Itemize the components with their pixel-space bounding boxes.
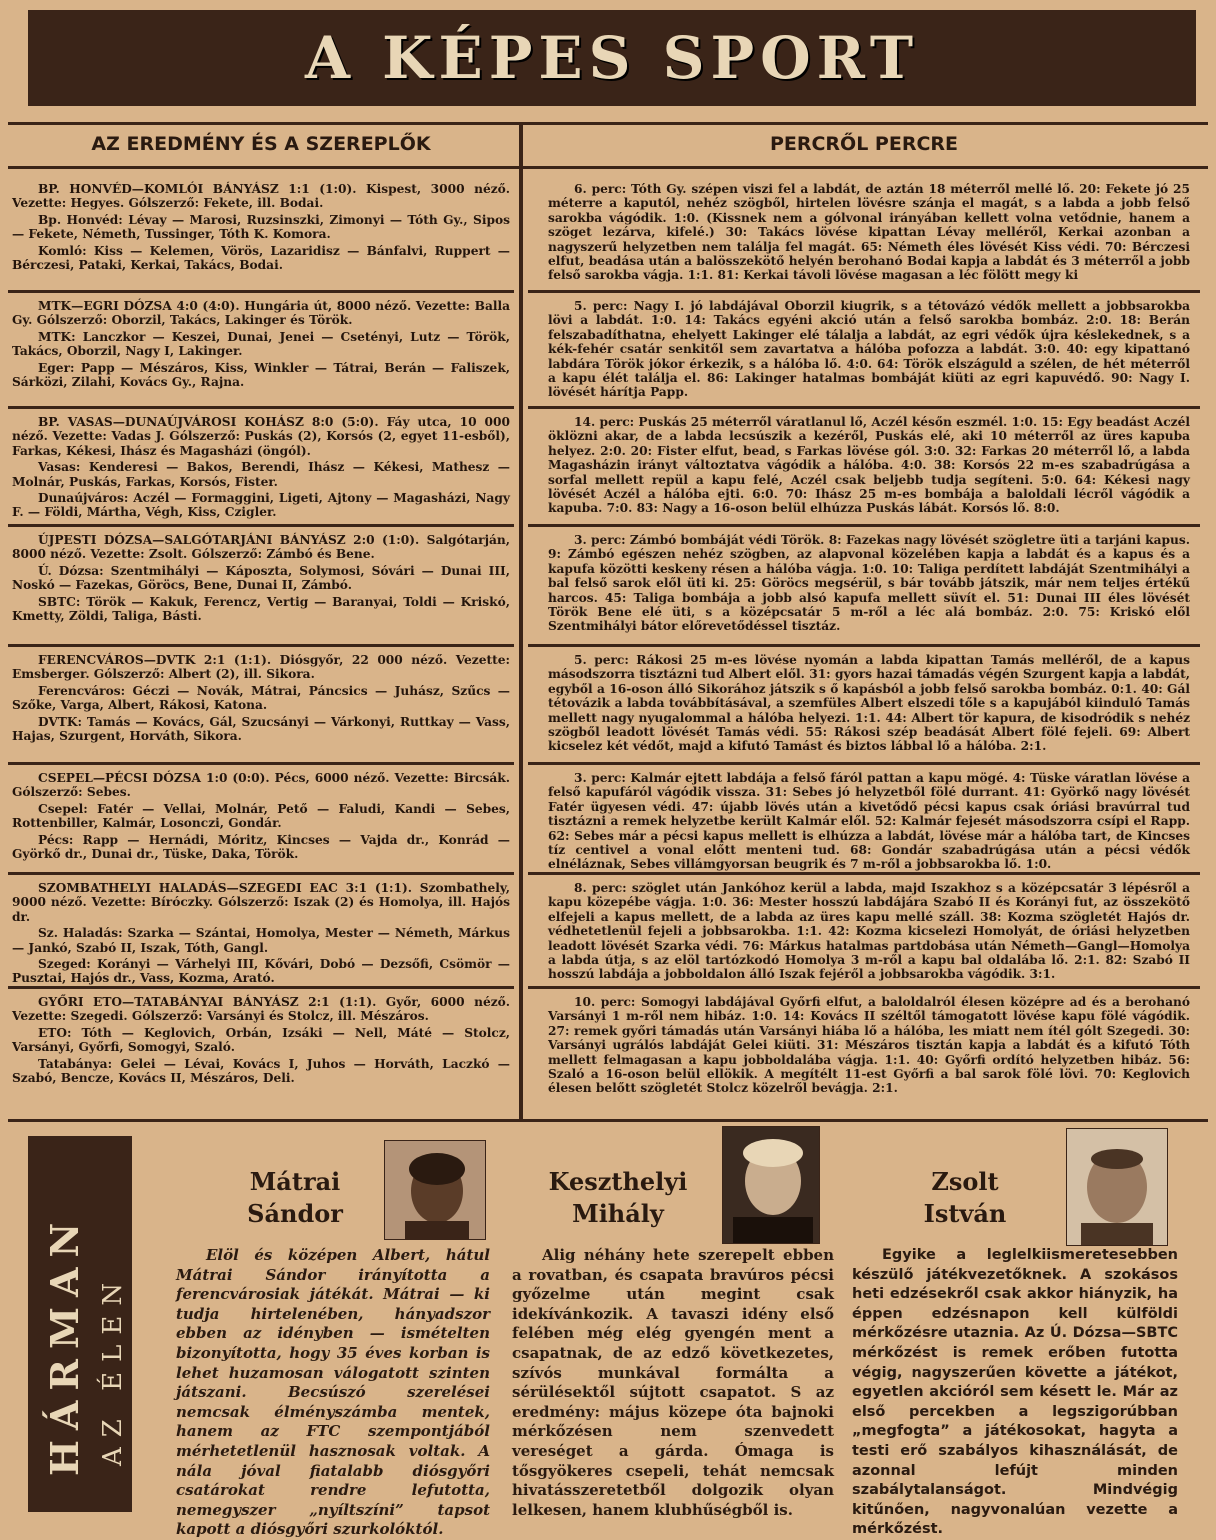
header-rule <box>8 166 1208 169</box>
result-block-3 <box>8 409 514 527</box>
portrait-photo <box>384 1140 486 1240</box>
profile-name <box>528 1166 708 1230</box>
team-lineup: Ferencváros: Géczi — Novák, Mátrai, Páncsics — Juhász, Szűcs — Szőke, Varga, Albert, Rákosi, Katona. <box>12 683 510 713</box>
profile-name-line: István <box>923 1199 1007 1228</box>
profile-name-line: Mihály <box>572 1199 664 1228</box>
match-result-line: GYŐRI ETO—TATABÁNYAI BÁNYÁSZ 2:1 (1:1). Győr, 6000 néző. Vezette: Szegedi. Gólszerző: Varsányi és Stolcz, ill. Mészáros. <box>12 995 510 1024</box>
match-minutes-text: 14. perc: Puskás 25 méterről váratlanul lő, Aczél későn eszmél. 1:0. 15: Egy beadást Aczél öklözni akar, de a labda lecsúszik a kezéről, Puskás elé, aki 10 méterről az üres kapuba helyez. 2:0. 20: Fister elfut, bead, s Farkas lövése gól. 3:0. 32: Farkas 20 méterről lő, a labda Magasházin irányt változtatva vágódik a hálóba. 4:0. 38: Korsós 22 m-es szabadrúgása a sorfal mellett repül a kapu felé, Aczél csak beljebb tudja segíteni. 5:0. 64: Kékesi nagy lövését Aczél a hálóba ejti. 6:0. 70: Ihász 25 m-es bombája a baloldali lécről vágódik a kapuba. 7:0. 83: Nagy a 16-oson belül elhúzza Puskás lábát. Korsós lő. 8:0. <box>548 415 1190 516</box>
match-result-line: CSEPEL—PÉCSI DÓZSA 1:0 (0:0). Pécs, 6000 néző. Vezette: Bircsák. Gólszerző: Sebes. <box>12 771 510 800</box>
team-lineup: Vasas: Kenderesi — Bakos, Berendi, Ihász — Kékesi, Mathesz — Molnár, Puskás, Farkas, Korsós, Fister. <box>12 460 510 489</box>
result-block-8 <box>8 989 514 1119</box>
profile-paragraph: Elöl és középen Albert, hátul Mátrai Sándor irányította a ferencvárosiak játékát. Mátrai — ki tudja hirtelenében, hányadszor ebben az idényben — ismételten bizonyította, hogy 35 éves korban is lehet huzamosan válogatott szinten játszani. Becsúszó szerelései nemcsak élményszámba mentek, hanem az FTC szempontjából mérhetetlenül hasznosak voltak. A nála jóval fiatalabb diósgyőri csatárokat rendre lefutotta, nemegyszer „nyíltszíni” tapsot kapott a diósgyőri szurkolóktól. <box>176 1246 490 1539</box>
team-lineup: MTK: Lanczkor — Keszei, Dunai, Jenei — Csetényi, Lutz — Török, Takács, Oborzil, Nagy I, Lakinger. <box>12 329 510 359</box>
profile-text <box>512 1246 834 1520</box>
masthead <box>28 10 1196 106</box>
minutes-block-1 <box>528 176 1200 293</box>
profile-name-line: Mátrai <box>249 1167 341 1196</box>
profile-name-line: Zsolt <box>931 1167 999 1196</box>
match-minutes-text: 10. perc: Somogyi labdájával Győrfi elfut, a baloldalról élesen középre ad és a berohanó Varsányi 1 m-ről nem hibáz. 1:0. 14: Kovács II széltől támogatott lövése kapu fölé vágódik. 27: remek győri támadás után Varsányi hiába lő a hálóba, les miatt nem ítél gólt Szegedi. 30: Varsányi ugrálós labdáját Gelei kiüti. 31: Mészáros tisztán kapja a labdát és a kifutó Tóth mellett felmagasan a kapu jobboldalába vágja. 1:1. 40: Győrfi ordító helyzetben hibáz. 56: Szaló a 16-oson belül ellökik. A megítélt 11-est Győrfi a bal sarok fölé lövi. 70: Keglovich élesen belőtt szögletét Stolcz közelről bevágja. 2:1. <box>548 995 1190 1096</box>
profile-paragraph: Egyike a leglelkiismeretesebben készülő játékvezetőknek. A szokásos heti edzésekről csak akkor hiányzik, ha éppen edzésnapon kell külföldi mérkőzésre utaznia. Az Ú. Dózsa—SBTC mérkőzést is remek erőben futotta végig, nagyszerűen követte a játékot, egyetlen akcióról sem késett le. Már az első percekben a legszigorúbban „megfogta” a játékosokat, hagyta a testi erő szabályos kihasználását, de azonnal lefújt minden szabálytalanságot. Mindvégig kitűnően, nagyvonalúan vezette a mérkőzést. <box>852 1247 1178 1538</box>
match-minutes-text: 3. perc: Zámbó bombáját védi Török. 8: Fazekas nagy lövését szögletre üti a tarjáni kapus. 9: Zámbó egészen nehéz szögben, az alapvonal közelében kapja a labdát és a kapus és a kapufa közötti keskeny résen a hálóba vágja. 1:0. 10: Taliga perdített labdáját Szentmihályi a bal felső sarok elől üti ki. 25: Göröcs megsérül, s bár tovább játszik, már nem teljes értékű harcos. 45: Taliga bombája a jobb alsó kapufa mellett süvít el. 51: Dunai III éles lövését Török Bene elé üti, s a középcsatár 5 m-ről a léc alá bombáz. 2:0. 75: Kriskó elől Szentmihályi bátor előrevetődéssel tisztáz. <box>548 533 1190 634</box>
profile-paragraph: Alig néhány hete szerepelt ebben a rovatban, és csapata bravúros pécsi győzelme után megint csak idekívánkozik. A tavaszi idény első felében még elég gyengén ment a csapatnak, de az edző következetes, szívós munkával formálta a sérülésektől sújtott csapatot. S az eredmény: május közepe óta bajnoki mérkőzésen nem szenvedett vereséget a gárda. Ómaga is tősgyökeres csepeli, tehát nemcsak hivatásszeretetből dolgozik olyan lelkesen, hanem klubhűségből is. <box>512 1246 834 1519</box>
column-divider <box>519 122 523 1122</box>
match-minutes-text: 5. perc: Rákosi 25 m-es lövése nyomán a labda kipattan Tamás melléről, de a kapus másodszorra tisztázni tud Albert elől. 31: gyors hazai támadás végén Szurgent kapja a labdát, egyből a 16-oson álló Sikorához játszik s ő kapásból a jobb felső sarokba bombáz. 0:1. 40: Gál tétovázik a labda továbbításával, a szemfüles Albert elszedi tőle s a kapujából kiinduló Tamás mellett nagy nyugalommal a hálóba helyezi. 1:1. 44: Albert tör kapura, de kisodródik s nehéz szögből leadott lövését Tamás védi. 55: Rákosi szép beadását Albert fölé fejeli. 69: Albert kicselez két védőt, majd a kifutó Tamást és biztos lábbal lő a hálóba. 2:1. <box>548 653 1190 754</box>
team-lineup: Eger: Papp — Mészáros, Kiss, Winkler — Tátrai, Berán — Faliszek, Sárközi, Zilahi, Kovács Gy., Rajna. <box>12 360 510 390</box>
minutes-block-7 <box>528 875 1200 989</box>
match-result-line: MTK—EGRI DÓZSA 4:0 (4:0). Hungária út, 8000 néző. Vezette: Balla Gy. Gólszerző: Oborzil, Takács, Lakinger és Török. <box>12 299 510 328</box>
match-result-line: ÚJPESTI DÓZSA—SALGÓTARJÁNI BÁNYÁSZ 2:0 (1:0). Salgótarján, 8000 néző. Vezette: Zsolt. Gólszerző: Zámbó és Bene. <box>12 533 510 562</box>
profile-name <box>210 1166 380 1230</box>
team-lineup: Csepel: Fatér — Vellai, Molnár, Pető — Faludi, Kandi — Sebes, Rottenbiller, Kalmár, Losonczi, Gondár. <box>12 801 510 831</box>
result-block-4 <box>8 527 514 647</box>
minutes-column <box>528 176 1200 1119</box>
profile-name-line: Sándor <box>247 1199 343 1228</box>
section-sidebar <box>28 1136 132 1512</box>
team-lineup: Komló: Kiss — Kelemen, Vörös, Lazaridisz — Bánfalvi, Ruppert — Bérczesi, Pataki, Kerkai, Takács, Bodai. <box>12 243 510 273</box>
match-minutes-text: 3. perc: Kalmár ejtett labdája a felső fáról pattan a kapu mögé. 4: Tüske váratlan lövése a felső kapufáról vágódik vissza. 31: Sebes jó helyzetből fölé durrant. 41: Györkő nagy lövését Fatér ügyesen védi. 47: újabb lövés után a kivetődő pécsi kapus csak óriási bravúrral tud tisztázni a remek helyzetbe került Kalmár elől. 52: Kalmár fejesét másodszorra csípi el Rapp. 62: Sebes már a pécsi kapus mellett is elhúzza a labdát, lövése már a hálóba tart, de Kincses tíz centivel a vonal előtt menteni tud. 68: Gondár szabadrúgása után a pécsi védők elnéláznak, Sebes villámgyorsan beugrik és 7 m-ről a jobbsarokba lő. 1:0. <box>548 771 1190 872</box>
team-lineup: Ú. Dózsa: Szentmihályi — Káposzta, Solymosi, Sóvári — Dunai III, Noskó — Fazekas, Göröcs, Bene, Dunai II, Zámbó. <box>12 563 510 593</box>
team-lineup: ETO: Tóth — Keglovich, Orbán, Izsáki — Nell, Máté — Stolcz, Varsányi, Győrfi, Somogyi, Szaló. <box>12 1025 510 1055</box>
result-block-5 <box>8 647 514 765</box>
match-minutes-text: 6. perc: Tóth Gy. szépen viszi fel a labdát, de aztán 18 méterről mellé lő. 20: Fekete jó 25 méterre a kaputól, nehéz szögből, hirtelen lövésre szánja el magát, s a labda a jobb felső sarokba vágódik. 1:0. (Kissnek nem a gólvonal irányában kellett volna vetődnie, hanem a szöget lezárva, kifelé.) 30: Takács lövése kipattan Lévay melléről, Kerkai azonban a nagyszerű helyzetben nem találja fel magát. 65: Németh éles lövését Kiss védi. 70: Bérczesi elfut, beadása után a balösszekötő helyén berohanó Bodai kapja a labdát és 3 méterről a jobb felső sarokba vágja. 1:1. 81: Kerkai távoli lövése magasan a léc fölött megy ki <box>548 182 1190 283</box>
result-block-6 <box>8 765 514 875</box>
minutes-block-2 <box>528 293 1200 409</box>
minutes-column-header: PERCRŐL PERCRE <box>769 133 959 155</box>
team-lineup: Tatabánya: Gelei — Lévai, Kovács I, Juhos — Horváth, Laczkó — Szabó, Bencze, Kovács II, Mészáros, Deli. <box>12 1056 510 1086</box>
result-block-2 <box>8 293 514 409</box>
profile-text <box>176 1246 490 1540</box>
sidebar-subtitle: AZ ÉLEN <box>98 1272 128 1466</box>
minutes-block-8 <box>528 989 1200 1119</box>
team-lineup: Bp. Honvéd: Lévay — Marosi, Ruzsinszki, Zimonyi — Tóth Gy., Sipos — Fekete, Németh, Tussinger, Tóth K. Komora. <box>12 212 510 242</box>
profile-name <box>880 1166 1050 1230</box>
team-lineup: Pécs: Rapp — Hernádi, Móritz, Kincses — Vajda dr., Konrád — Györkő dr., Dunai dr., Tüske, Daka, Török. <box>12 832 510 862</box>
match-result-line: SZOMBATHELYI HALADÁS—SZEGEDI EAC 3:1 (1:1). Szombathely, 9000 néző. Vezette: Bíróczky. Gólszerző: Iszak (2) és Homolya, ill. Hajós dr. <box>12 881 510 924</box>
minutes-block-4 <box>528 527 1200 647</box>
team-lineup: Szeged: Korányi — Várhelyi III, Kővári, Dobó — Dezsőfi, Csömör — Pusztai, Hajós dr., Vass, Kozma, Arató. <box>12 957 510 986</box>
team-lineup: SBTC: Török — Kakuk, Ferencz, Vertig — Baranyai, Toldi — Kriskó, Kmetty, Zöldi, Taliga, Básti. <box>12 594 510 624</box>
match-minutes-text: 5. perc: Nagy I. jó labdájával Oborzil kiugrik, s a tétovázó védők mellett a jobbsarokba lövi a labdát. 1:0. 14: Takács egyéni akció után a felső sarokba bombáz. 2:0. 18: Berán felszabadíthatna, ehelyett Lakinger elé tálalja a labdát, az egri védők újra késlekednek, s a kék-fehér csatár senkitől sem zavartatva a hálóba pofozza a labdát. 3:0. 40: egy kipattanó labdára Török jókor érkezik, s a hálóba lő. 4:0. 64: Török elszáguld a szélen, de hét méterről a kapu élét találja el. 86: Lakinger hatalmas bombáját kiüti az egri kapuvédő. 90: Nagy I. lövését hárítja Papp. <box>548 299 1190 400</box>
team-lineup: Dunaújváros: Aczél — Formaggini, Ligeti, Ajtony — Magasházi, Nagy F. — Földi, Mártha, Végh, Kiss, Czigler. <box>12 491 510 520</box>
minutes-block-6 <box>528 765 1200 875</box>
minutes-block-3 <box>528 409 1200 527</box>
bottom-rule <box>8 1119 1208 1122</box>
top-rule <box>8 122 1208 125</box>
results-column-header: AZ EREDMÉNY ÉS A SZEREPLŐK <box>91 133 431 155</box>
masthead-title: A KÉPES SPORT <box>304 24 920 92</box>
match-result-line: BP. VASAS—DUNAÚJVÁROSI KOHÁSZ 8:0 (5:0). Fáy utca, 10 000 néző. Vezette: Vadas J. Gólszerző: Puskás (2), Korsós (2, egyet 11-esből), Farkas, Kékesi, Ihász és Magasházi (öngól). <box>12 415 510 458</box>
match-result-line: FERENCVÁROS—DVTK 2:1 (1:1). Diósgyőr, 22 000 néző. Vezette: Emsberger. Gólszerző: Albert (2), ill. Sikora. <box>12 653 510 682</box>
match-minutes-text: 8. perc: szöglet után Jankóhoz kerül a labda, majd Iszakhoz s a középcsatár 3 lépésről a kapu közepébe vágja. 1:0. 36: Mester hosszú labdájára Szabó II és Korányi fut, az összekötő elfejeli a kapus mellett, de a labda az üres kapu mellé száll. 38: Kozma szögletét Hajós dr. védhetetlenül fejeli a jobbsarokba. 1:1. 42: Kozma kicselezi Homolyát, de óriási helyzetben leadott lövését Szarka védi. 76: Márkus hatalmas partdobása után Németh—Gangl—Homolya a labda útja, s az elöl tartózkodó Homolya 3 m-ről a kapu bal oldalába lő. 2:1. 82: Szabó II hosszú labdája a jobboldalon álló Iszak fejéről a jobbsarokba vágódik. 3:1. <box>548 881 1190 982</box>
portrait-photo <box>722 1126 820 1244</box>
team-lineup: Sz. Haladás: Szarka — Szántai, Homolya, Mester — Németh, Márkus — Jankó, Szabó II, Iszak, Tóth, Gangl. <box>12 926 510 955</box>
match-result-line: BP. HONVÉD—KOMLÓI BÁNYÁSZ 1:1 (1:0). Kispest, 3000 néző. Vezette: Hegyes. Gólszerző: Fekete, ill. Bodai. <box>12 182 510 211</box>
profile-name-line: Keszthelyi <box>548 1167 688 1196</box>
minutes-block-5 <box>528 647 1200 765</box>
team-lineup: DVTK: Tamás — Kovács, Gál, Szucsányi — Várkonyi, Ruttkay — Vass, Hajas, Szurgent, Horváth, Sikora. <box>12 714 510 744</box>
profile-text <box>852 1246 1178 1540</box>
result-block-1 <box>8 176 514 293</box>
results-column <box>8 176 514 1119</box>
portrait-photo <box>1066 1128 1168 1246</box>
sidebar-title: HÁRMAN <box>42 1212 87 1476</box>
result-block-7 <box>8 875 514 989</box>
